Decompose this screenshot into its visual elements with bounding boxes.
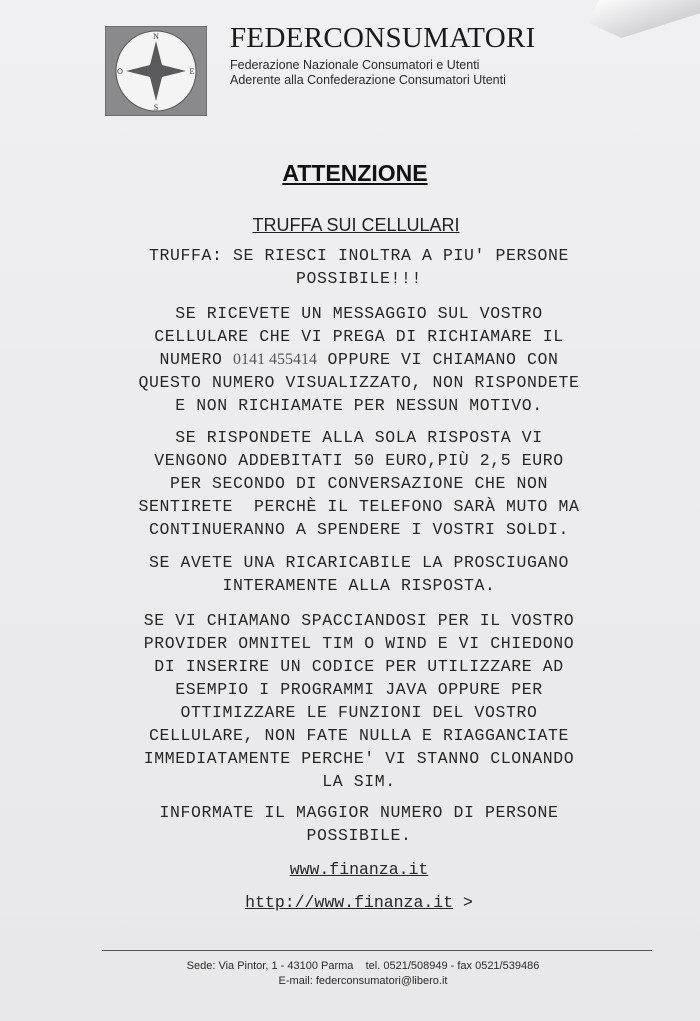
paragraph-3	[60, 426, 658, 541]
paragraph-5-line: LA SIM.	[322, 772, 396, 791]
paragraph-1-line: TRUFFA: SE RIESCI INOLTRA A PIU' PERSONE	[148, 246, 570, 265]
footer-divider	[102, 950, 652, 951]
paragraph-5-line: CELLULARE, NON FATE NULLA E RIAGGANCIATE	[148, 726, 570, 745]
paragraph-5-line: DI INSERIRE UN CODICE PER UTILIZZARE AD	[154, 657, 564, 676]
link-finanza-http[interactable]: http://www.finanza.it	[245, 893, 454, 912]
paragraph-2-line: CELLULARE CHE VI PREGA DI RICHIAMARE IL	[154, 327, 564, 346]
number-prefix: NUMERO	[159, 350, 223, 369]
org-subtitle-2: Aderente alla Confederazione Consumatori Utenti	[230, 73, 506, 87]
paragraph-5-line: SE VI CHIAMANO SPACCIANDOSI PER IL VOSTRO	[143, 611, 575, 630]
paragraph-6-line: INFORMATE IL MAGGIOR NUMERO DI PERSONE	[159, 803, 559, 822]
paragraph-3-line: PER SECONDO DI CONVERSAZIONE CHE NON	[169, 474, 549, 493]
compass-logo	[105, 26, 207, 116]
paragraph-4-line: SE AVETE UNA RICARICABILE LA PROSCIUGANO	[148, 553, 570, 572]
paragraph-4-line: INTERAMENTE ALLA RISPOSTA.	[222, 576, 496, 595]
paragraph-5-line: OTTIMIZZARE LE FUNZIONI DEL VOSTRO	[180, 703, 538, 722]
logo-letter-south: S	[153, 103, 159, 112]
paragraph-6-line: POSSIBILE.	[306, 826, 412, 845]
org-name: FEDERCONSUMATORI	[230, 22, 536, 54]
number-suffix: OPPURE VI CHIAMANO CON	[327, 350, 559, 369]
paragraph-2	[60, 302, 658, 417]
paragraph-6	[60, 801, 658, 847]
paragraph-2-line-with-number	[60, 348, 658, 371]
paragraph-3-line: VENGONO ADDEBITATI 50 EURO,PIÙ 2,5 EURO	[154, 451, 564, 470]
paragraph-2-line: E NON RICHIAMATE PER NESSUN MOTIVO.	[175, 396, 543, 415]
paragraph-5	[60, 609, 658, 793]
footer-email: E-mail: federconsumatori@libero.it	[278, 975, 448, 987]
link-arrow: >	[462, 893, 473, 912]
paragraph-3-line: CONTINUERANNO A SPENDERE I VOSTRI SOLDI.	[148, 520, 570, 539]
link-finanza-http-row	[0, 893, 700, 912]
page-title: ATTENZIONE	[282, 160, 428, 186]
paragraph-1	[60, 244, 658, 290]
phone-number: 0141 455414	[232, 351, 317, 368]
paragraph-2-line: QUESTO NUMERO VISUALIZZATO, NON RISPONDETE	[138, 373, 580, 392]
org-subtitle-1: Federazione Nazionale Consumatori e Utenti	[230, 58, 480, 72]
logo-letter-east: E	[189, 67, 195, 76]
logo-letter-west: O	[117, 67, 123, 76]
logo-letter-north: N	[153, 32, 159, 41]
paragraph-3-line: SENTIRETE PERCHÈ IL TELEFONO SARÀ MUTO MA	[138, 497, 580, 516]
paragraph-5-line: IMMEDIATAMENTE PERCHE' VI STANNO CLONANDO	[143, 749, 575, 768]
paragraph-4	[60, 551, 658, 597]
paragraph-1-line: POSSIBILE!!!	[295, 269, 423, 288]
page-subtitle: TRUFFA SUI CELLULARI	[252, 215, 460, 235]
link-finanza[interactable]: www.finanza.it	[289, 860, 429, 879]
footer-address: Sede: Via Pintor, 1 - 43100 Parma tel. 0521/508949 - fax 0521/539486	[186, 960, 540, 972]
paragraph-3-line: SE RISPONDETE ALLA SOLA RISPOSTA VI	[175, 428, 543, 447]
paragraph-5-line: PROVIDER OMNITEL TIM O WIND E VI CHIEDONO	[143, 634, 575, 653]
paragraph-2-line: SE RICEVETE UN MESSAGGIO SUL VOSTRO	[175, 304, 543, 323]
paragraph-5-line: ESEMPIO I PROGRAMMI JAVA OPPURE PER	[175, 680, 543, 699]
